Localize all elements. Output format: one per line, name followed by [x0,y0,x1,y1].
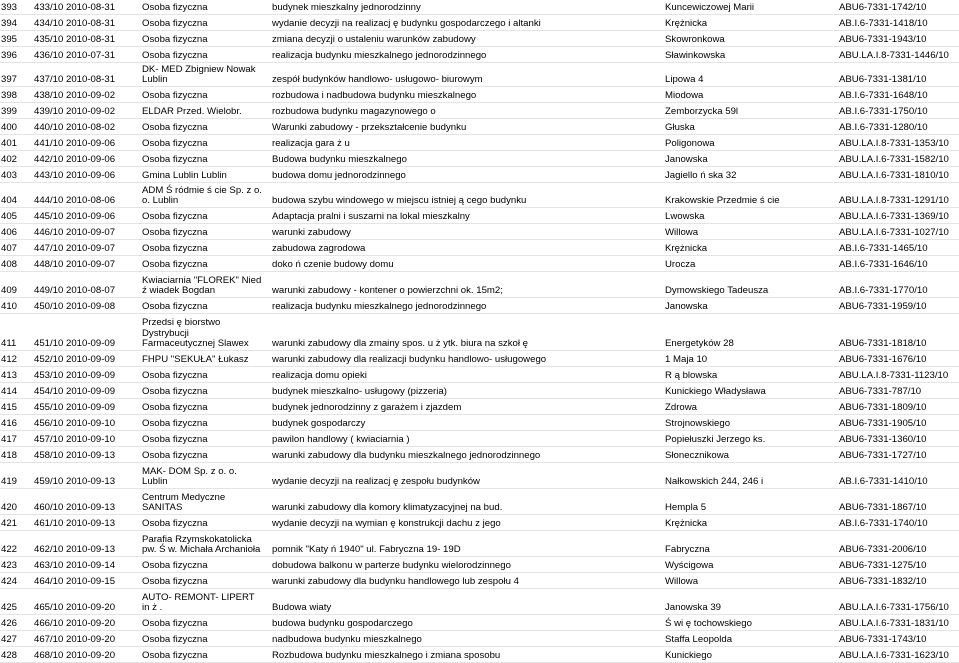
location-cell: Energetyków 28 [665,338,734,349]
table-row [0,46,959,62]
table-row [0,271,959,297]
applicant-cell: Osoba fizyczna [142,402,208,413]
applicant-cell: Kwiaciarnia "FLOREK" Nied ź wiadek Bogdan [142,274,262,296]
row-number-cell: 400 [1,122,18,133]
row-number-cell: 412 [1,354,18,365]
investment-description-cell: warunki zabudowy dla zmainy spos. u ż ytk. biura na szkoł ę [272,338,528,349]
applicant-cell: Osoba fizyczna [142,243,208,254]
row-number-cell: 398 [1,90,18,101]
table-row [0,588,959,614]
applicant-cell: Osoba fizyczna [142,301,208,312]
case-number-date-cell: 449/10 2010-08-07 [34,285,116,296]
case-number-date-cell: 434/10 2010-08-31 [34,18,116,29]
investment-description-cell: budynek mieszkalno- usługowy (pizzeria) [272,386,447,397]
row-number-cell: 427 [1,634,18,645]
location-cell: Kunickiego Władysława [665,386,766,397]
case-reference-cell: ABU6-7331-1381/10 [839,74,927,85]
case-reference-cell: AB.I.6-7331-1750/10 [839,106,928,117]
table-row [0,572,959,588]
applicant-cell: Osoba fizyczna [142,2,208,13]
case-number-date-cell: 456/10 2010-09-10 [34,418,116,429]
investment-description-cell: rozbudowa i nadbudowa budynku mieszkalnego [272,90,477,101]
location-cell: Skowronkowa [665,34,725,45]
case-reference-cell: ABU.LA.I.8-7331-1291/10 [839,195,949,206]
investment-description-cell: Adaptacja pralni i suszarni na lokal mieszkalny [272,211,470,222]
location-cell: Krężnicka [665,18,708,29]
investment-description-cell: pomnik "Katy ń 1940" ul. Fabryczna 19- 19D [272,544,461,555]
case-number-date-cell: 446/10 2010-09-07 [34,227,116,238]
applicant-cell: AUTO- REMONT- LIPERT in ż . [142,591,255,613]
case-number-date-cell: 462/10 2010-09-13 [34,544,116,555]
location-cell: Głuska [665,122,695,133]
applicant-cell: DK- MED Zbigniew Nowak Lublin [142,63,256,85]
investment-description-cell: wydanie decyzji na wymian ę konstrukcji dachu z jego [272,518,501,529]
table-row [0,207,959,223]
row-number-cell: 419 [1,476,18,487]
investment-description-cell: nadbudowa budynku mieszkalnego [272,634,422,645]
table-row [0,366,959,382]
applicant-cell: Osoba fizyczna [142,259,208,270]
row-number-cell: 418 [1,450,18,461]
table-row [0,446,959,462]
case-number-date-cell: 439/10 2010-09-02 [34,106,116,117]
applicant-cell: ADM Ś ródmie ś cie Sp. z o. o. Lublin [142,184,262,206]
table-row [0,630,959,646]
location-cell: Willowa [665,227,699,238]
case-number-date-cell: 438/10 2010-09-02 [34,90,116,101]
investment-description-cell: wydanie decyzji na realizacj ę zespołu budynków [272,476,480,487]
row-number-cell: 396 [1,50,18,61]
location-cell: Dymowskiego Tadeusza [665,285,769,296]
investment-description-cell: warunki zabudowy dla komory klimatyzacyjnej na bud. [272,502,503,513]
applicant-cell: Osoba fizyczna [142,560,208,571]
location-cell: Strojnowskiego [665,418,731,429]
row-number-cell: 408 [1,259,18,270]
location-cell: Krakowskie Przedmie ś cie [665,195,780,206]
case-reference-cell: ABU.LA.I.8-7331-1123/10 [839,370,949,381]
table-row [0,150,959,166]
case-number-date-cell: 467/10 2010-09-20 [34,634,116,645]
investment-description-cell: budynek gospodarczy [272,418,366,429]
applicant-cell: Centrum Medyczne SANITAS [142,491,226,513]
case-number-date-cell: 463/10 2010-09-14 [34,560,116,571]
row-number-cell: 397 [1,74,18,85]
investment-description-cell: zespół budynków handlowo- usługowo- biurowym [272,74,483,85]
location-cell: Janowska [665,301,708,312]
case-reference-cell: ABU.LA.I.8-7331-1353/10 [839,138,949,149]
case-number-date-cell: 460/10 2010-09-13 [34,502,116,513]
row-number-cell: 424 [1,576,18,587]
row-number-cell: 399 [1,106,18,117]
investment-description-cell: realizacja budynku mieszkalnego jednorodzinnego [272,301,487,312]
row-number-cell: 417 [1,434,18,445]
case-number-date-cell: 437/10 2010-08-31 [34,74,116,85]
case-reference-cell: AB.I.6-7331-1646/10 [839,259,928,270]
table-row [0,166,959,182]
investment-description-cell: budowa budynku gospodarczego [272,618,413,629]
row-number-cell: 414 [1,386,18,397]
applicant-cell: FHPU "SEKUŁA" Łukasz [142,354,249,365]
table-row [0,134,959,150]
applicant-cell: Osoba fizyczna [142,90,208,101]
case-reference-cell: ABU6-7331-2006/10 [839,544,927,555]
applicant-cell: Osoba fizyczna [142,450,208,461]
investment-description-cell: budowa domu jednorodzinnego [272,170,406,181]
row-number-cell: 402 [1,154,18,165]
table-row [0,14,959,30]
case-reference-cell: ABU6-7331-1676/10 [839,354,927,365]
table-row [0,430,959,446]
applicant-cell: Osoba fizyczna [142,434,208,445]
case-reference-cell: ABU.LA.I.6-7331-1810/10 [839,170,949,181]
investment-description-cell: Rozbudowa budynku mieszkalnego i zmiana sposobu [272,650,501,661]
location-cell: Hempla 5 [665,502,707,513]
row-number-cell: 407 [1,243,18,254]
investment-description-cell: doko ń czenie budowy domu [272,259,394,270]
case-reference-cell: AB.I.6-7331-1648/10 [839,90,928,101]
table-row [0,86,959,102]
row-number-cell: 405 [1,211,18,222]
case-reference-cell: AB.I.6-7331-1740/10 [839,518,928,529]
investment-description-cell: realizacja gara ż u [272,138,350,149]
case-reference-cell: ABU6-7331-1809/10 [839,402,927,413]
case-number-date-cell: 464/10 2010-09-15 [34,576,116,587]
applicant-cell: Osoba fizyczna [142,618,208,629]
location-cell: Nałkowskich 244, 246 i [665,476,764,487]
case-reference-cell: ABU.LA.I.6-7331-1369/10 [839,211,949,222]
case-number-date-cell: 442/10 2010-09-06 [34,154,116,165]
investment-description-cell: dobudowa balkonu w parterze budynku wielorodzinnego [272,560,511,571]
investment-description-cell: warunki zabudowy dla budynku mieszkalnego jednorodzinnego [272,450,541,461]
case-reference-cell: AB.I.6-7331-1465/10 [839,243,928,254]
location-cell: Poligonowa [665,138,715,149]
row-number-cell: 401 [1,138,18,149]
case-reference-cell: ABU6-7331-1743/10 [839,634,927,645]
applicant-cell: Osoba fizyczna [142,386,208,397]
investment-description-cell: warunki zabudowy dla budynku handlowego lub zespołu 4 [272,576,519,587]
location-cell: Popiełuszki Jerzego ks. [665,434,766,445]
investment-description-cell: zabudowa zagrodowa [272,243,366,254]
case-number-date-cell: 461/10 2010-09-13 [34,518,116,529]
location-cell: Wyścigowa [665,560,714,571]
row-number-cell: 420 [1,502,18,513]
table-row [0,30,959,46]
table-row [0,398,959,414]
row-number-cell: 425 [1,602,18,613]
row-number-cell: 406 [1,227,18,238]
row-number-cell: 404 [1,195,18,206]
table-row [0,556,959,572]
location-cell: Kuncewiczowej Marii [665,2,755,13]
investment-description-cell: Budowa wiaty [272,602,332,613]
table-row [0,646,959,662]
location-cell: Lipowa 4 [665,74,704,85]
case-reference-cell: ABU6-7331-1360/10 [839,434,927,445]
investment-description-cell: Budowa budynku mieszkalnego [272,154,407,165]
case-number-date-cell: 443/10 2010-09-06 [34,170,116,181]
table-row [0,514,959,530]
case-reference-cell: ABU6-7331-1727/10 [839,450,927,461]
investment-description-cell: warunki zabudowy - kontener o powierzchni ok. 15m2; [272,285,503,296]
case-reference-cell: ABU6-7331-1959/10 [839,301,927,312]
row-number-cell: 395 [1,34,18,45]
investment-description-cell: Warunki zabudowy - przekształcenie budynku [272,122,467,133]
row-number-cell: 411 [1,338,17,349]
applicant-cell: Osoba fizyczna [142,634,208,645]
case-reference-cell: ABU6-7331-1867/10 [839,502,927,513]
case-reference-cell: AB.I.6-7331-1770/10 [839,285,928,296]
table-row [0,414,959,430]
case-reference-cell: ABU.LA.I.6-7331-1756/10 [839,602,949,613]
location-cell: Krężnicka [665,518,708,529]
case-number-date-cell: 450/10 2010-09-08 [34,301,116,312]
table-row [0,530,959,556]
location-cell: Ś wi ę tochowskiego [665,618,752,629]
location-cell: Kunickiego [665,650,712,661]
case-reference-cell: ABU6-7331-1905/10 [839,418,927,429]
applicant-cell: MAK- DOM Sp. z o. o. Lublin [142,465,237,487]
location-cell: Lwowska [665,211,705,222]
case-number-date-cell: 436/10 2010-07-31 [34,50,116,61]
case-reference-cell: AB.I.6-7331-1410/10 [839,476,928,487]
applicant-cell: Osoba fizyczna [142,34,208,45]
applicant-cell: Osoba fizyczna [142,370,208,381]
case-reference-cell: ABU.LA.I.6-7331-1831/10 [839,618,949,629]
location-cell: Zemborzycka 59l [665,106,739,117]
case-number-date-cell: 453/10 2010-09-09 [34,370,116,381]
case-reference-cell: AB.I.6-7331-1280/10 [839,122,928,133]
row-number-cell: 416 [1,418,18,429]
row-number-cell: 415 [1,402,18,413]
investment-description-cell: wydanie decyzji na realizacj ę budynku gospodarczego i altanki [272,18,541,29]
case-number-date-cell: 444/10 2010-08-06 [34,195,116,206]
location-cell: Sławinkowska [665,50,726,61]
applicant-cell: Osoba fizyczna [142,650,208,661]
row-number-cell: 413 [1,370,18,381]
location-cell: Słonecznikowa [665,450,729,461]
case-number-date-cell: 445/10 2010-09-06 [34,211,116,222]
investment-description-cell: realizacja budynku mieszkalnego jednorodzinnego [272,50,487,61]
applicant-cell: ELDAR Przed. Wielobr. [142,106,242,117]
table-row [0,350,959,366]
case-number-date-cell: 451/10 2010-09-09 [34,338,116,349]
case-number-date-cell: 448/10 2010-09-07 [34,259,116,270]
applicant-cell: Osoba fizyczna [142,122,208,133]
case-number-date-cell: 466/10 2010-09-20 [34,618,116,629]
case-number-date-cell: 455/10 2010-09-09 [34,402,116,413]
investment-description-cell: warunki zabudowy [272,227,351,238]
row-number-cell: 394 [1,18,18,29]
case-number-date-cell: 452/10 2010-09-09 [34,354,116,365]
location-cell: R ą blowska [665,370,718,381]
table-row [0,297,959,313]
case-number-date-cell: 468/10 2010-09-20 [34,650,116,661]
case-reference-cell: ABU6-7331-1943/10 [839,34,927,45]
case-reference-cell: ABU.LA.I.6-7331-1582/10 [839,154,949,165]
table-row [0,313,959,350]
table-row [0,462,959,488]
table-row [0,118,959,134]
investment-description-cell: budowa szybu windowego w miejscu istniej ą cego budynku [272,195,527,206]
applicant-cell: Osoba fizyczna [142,211,208,222]
location-cell: Zdrowa [665,402,697,413]
location-cell: Jagiello ń ska 32 [665,170,737,181]
row-number-cell: 423 [1,560,18,571]
applicant-cell: Osoba fizyczna [142,50,208,61]
case-reference-cell: ABU6-7331-1275/10 [839,560,927,571]
case-reference-cell: ABU.LA.I.6-7331-1027/10 [839,227,949,238]
case-reference-cell: ABU6-7331-1742/10 [839,2,927,13]
row-number-cell: 426 [1,618,18,629]
row-number-cell: 410 [1,301,18,312]
case-number-date-cell: 447/10 2010-09-07 [34,243,116,254]
table-row [0,182,959,207]
location-cell: Miodowa [665,90,704,101]
applicant-cell: Osoba fizyczna [142,576,208,587]
location-cell: Willowa [665,576,699,587]
investment-description-cell: rozbudowa budynku magazynowego o [272,106,436,117]
row-number-cell: 393 [1,2,18,13]
applicant-cell: Osoba fizyczna [142,18,208,29]
case-reference-cell: ABU6-7331-1818/10 [839,338,927,349]
case-number-date-cell: 458/10 2010-09-13 [34,450,116,461]
case-number-date-cell: 459/10 2010-09-13 [34,476,116,487]
row-number-cell: 409 [1,285,18,296]
case-reference-cell: ABU6-7331-1832/10 [839,576,927,587]
location-cell: Krężnicka [665,243,708,254]
applicant-cell: Osoba fizyczna [142,227,208,238]
applicant-cell: Osoba fizyczna [142,518,208,529]
location-cell: Fabryczna [665,544,710,555]
case-reference-cell: ABU.LA.I.6-7331-1623/10 [839,650,949,661]
table-row [0,239,959,255]
case-number-date-cell: 457/10 2010-09-10 [34,434,116,445]
case-number-date-cell: 465/10 2010-09-20 [34,602,116,613]
investment-description-cell: warunki zabudowy dla realizacji budynku handlowo- usługowego [272,354,547,365]
applicant-cell: Osoba fizyczna [142,418,208,429]
location-cell: 1 Maja 10 [665,354,708,365]
table-row [0,223,959,239]
applicant-cell: Przedsi ę biorstwo Dystrybucji Farmaceutycznej Slawex [142,317,249,349]
applicant-cell: Parafia Rzymskokatolicka pw. Ś w. Michała Archanioła [142,533,261,555]
case-number-date-cell: 435/10 2010-08-31 [34,34,116,45]
location-cell: Urocza [665,259,696,270]
table-row [0,62,959,86]
case-number-date-cell: 441/10 2010-09-06 [34,138,116,149]
applicant-cell: Osoba fizyczna [142,154,208,165]
table-row [0,382,959,398]
location-cell: Janowska [665,154,708,165]
row-number-cell: 421 [1,518,18,529]
row-number-cell: 422 [1,544,18,555]
investment-description-cell: pawilon handlowy ( kwiaciarnia ) [272,434,410,445]
table-row [0,255,959,271]
row-number-cell: 403 [1,170,18,181]
case-number-date-cell: 454/10 2010-09-09 [34,386,116,397]
location-cell: Janowska 39 [665,602,721,613]
table-row [0,0,959,14]
case-reference-cell: AB.I.6-7331-1418/10 [839,18,928,29]
investment-description-cell: zmiana decyzji o ustaleniu warunków zabudowy [272,34,476,45]
case-number-date-cell: 433/10 2010-08-31 [34,2,116,13]
investment-description-cell: budynek jednorodzinny z garażem i zjazdem [272,402,462,413]
row-number-cell: 428 [1,650,18,661]
table-row [0,614,959,630]
location-cell: Staffa Leopolda [665,634,733,645]
case-reference-cell: ABU6-7331-787/10 [839,386,922,397]
applicant-cell: Gmina Lublin Lublin [142,170,227,181]
applicant-cell: Osoba fizyczna [142,138,208,149]
case-number-date-cell: 440/10 2010-08-02 [34,122,116,133]
table-row [0,488,959,514]
table-row [0,102,959,118]
investment-description-cell: budynek mieszkalny jednorodzinny [272,2,421,13]
investment-description-cell: realizacja domu opieki [272,370,367,381]
case-reference-cell: ABU.LA.I.8-7331-1446/10 [839,50,949,61]
